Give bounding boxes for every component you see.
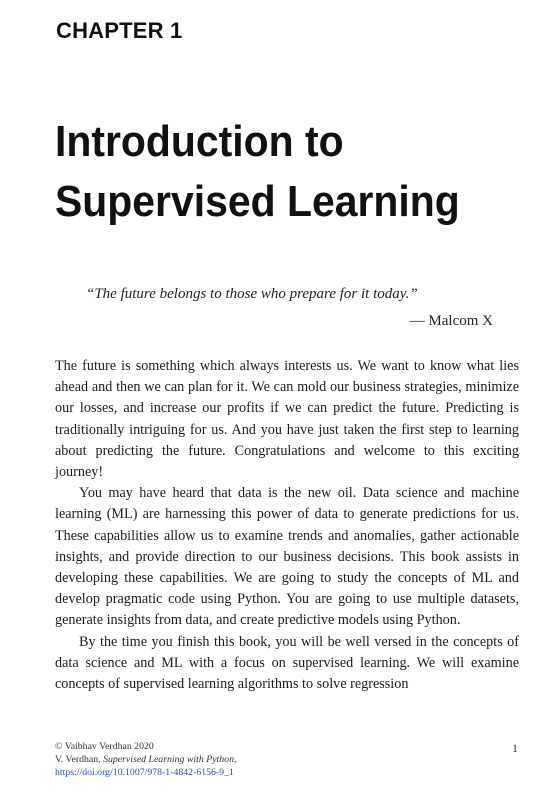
- epigraph-attribution: — Malcom X: [409, 313, 493, 329]
- citation-suffix: ,: [233, 754, 237, 765]
- citation-prefix: V. Verdhan,: [55, 754, 104, 765]
- paragraph-1: The future is something which always interests us. We want to know what lies ahead and then we can plan for it. We can mold our business strategies, minimize our losses, and increase our profits if we can predict the future. Predicting is traditionally intriguing for us. And you have just taken the first step to learning about predicting the future. Congratulations and welcome to this exciting journey!: [55, 358, 519, 481]
- paragraph-3: By the time you finish this book, you will be well versed in the concepts of data science and ML with a focus on supervised learning. We will examine concepts of supervised learning algorithms to solve regression: [55, 633, 519, 693]
- chapter-title-line-2: Supervised Learning: [55, 177, 460, 226]
- footer: [55, 740, 236, 779]
- footer-citation: [55, 753, 236, 766]
- chapter-title: [55, 112, 501, 232]
- epigraph-quote: “The future belongs to those who prepare for it today.”: [86, 286, 418, 302]
- body-text: [55, 356, 519, 695]
- footer-doi-link[interactable]: https://doi.org/10.1007/978-1-4842-6156-9_1: [55, 767, 234, 778]
- chapter-label: CHAPTER 1: [56, 18, 183, 43]
- page-number: 1: [512, 741, 518, 755]
- citation-book-title: Supervised Learning with Python: [103, 754, 234, 765]
- chapter-title-line-1: Introduction to: [55, 117, 344, 166]
- paragraph-2: You may have heard that data is the new oil. Data science and machine learning (ML) are harnessing this power of data to generate predictions for us. These capabilities allow us to examine trends and anomalies, gather actionable insights, and provide direction to our business decisions. This book assists in developing these capabilities. We are going to study the concepts of ML and develop pragmatic code using Python. You are going to use multiple datasets, generate insights from data, and create predictive models using Python.: [55, 485, 519, 629]
- footer-copyright: © Vaibhav Verdhan 2020: [55, 741, 154, 752]
